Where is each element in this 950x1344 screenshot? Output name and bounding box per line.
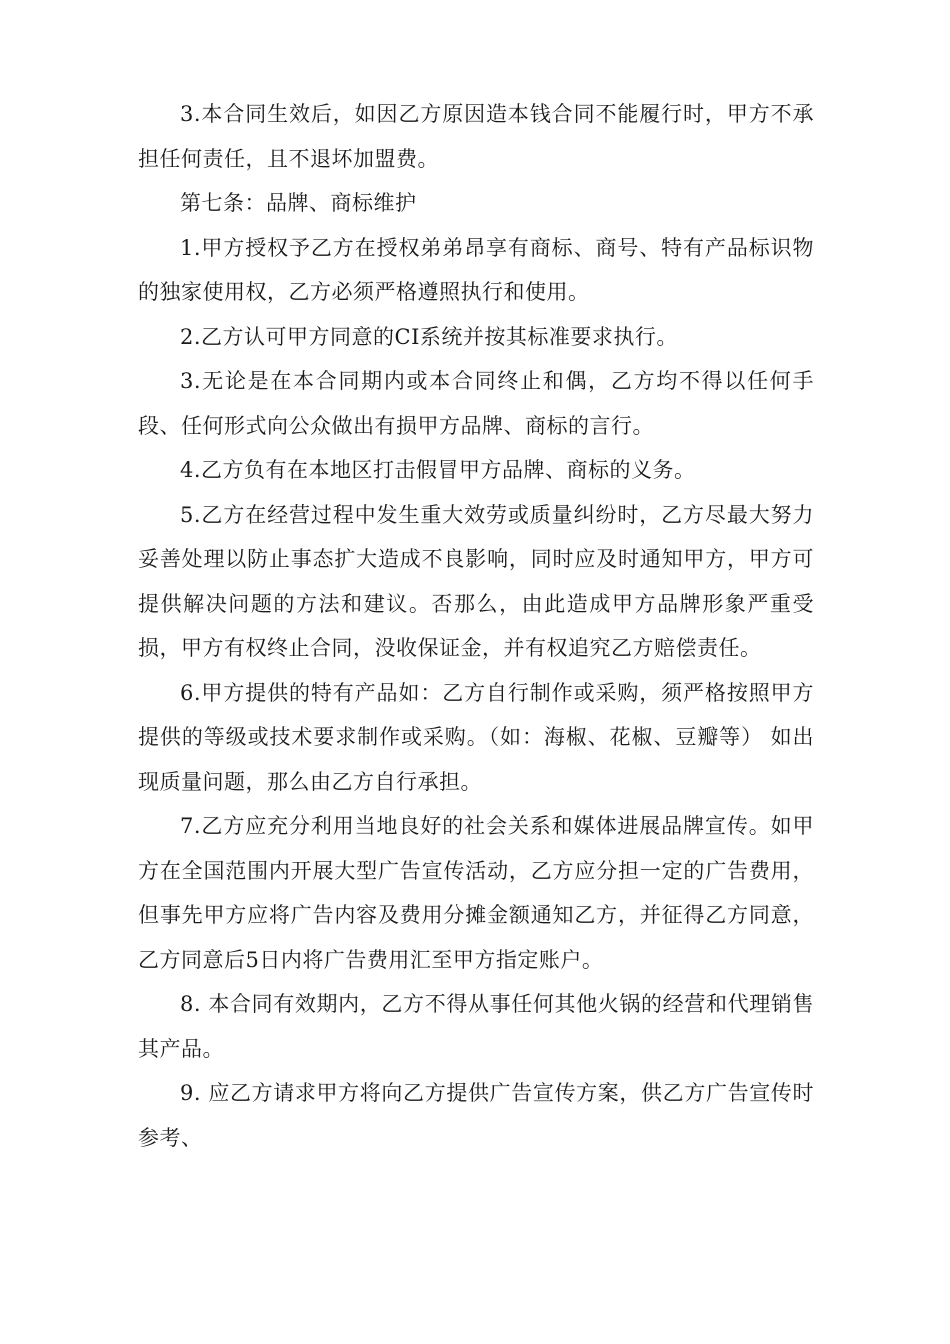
paragraph-3: 2.乙方认可甲方同意的CI系统并按其标准要求执行。: [180, 324, 678, 349]
paragraph-1: 3.本合同生效后，如因乙方原因造本钱合同不能履行时，甲方不承担任何责任，且不退坏加盟费。: [138, 102, 814, 171]
paragraph-10: 9. 应乙方请求甲方将向乙方提供广告宣传方案，供乙方广告宣传时参考、: [138, 1081, 814, 1150]
paragraph-8: 7.乙方应充分利用当地良好的社会关系和媒体进展品牌宣传。如甲方在全国范围内开展大型广告宣传活动，乙方应分担一定的广告费用，但事先甲方应将广告内容及费用分摊金额通知乙方，并征得乙方同意，乙方同意后5日内将广告费用汇至甲方指定账户。: [138, 814, 814, 972]
paragraph-7: 6.甲方提供的特有产品如：乙方自行制作或采购，须严格按照甲方提供的等级或技术要求制作或采购。（如：海椒、花椒、豆瓣等） 如出现质量问题，那么由乙方自行承担。: [138, 680, 814, 794]
paragraph-2: 1.甲方授权予乙方在授权弟弟昂享有商标、商号、特有产品标识物的独家使用权，乙方必须严格遵照执行和使用。: [138, 235, 814, 304]
paragraph-9: 8. 本合同有效期内，乙方不得从事任何其他火锅的经营和代理销售其产品。: [138, 992, 814, 1061]
section-heading-article-7: 第七条：品牌、商标维护: [180, 191, 417, 215]
paragraph-4: 3.无论是在本合同期内或本合同终止和偶，乙方均不得以任何手段、任何形式向公众做出有损甲方品牌、商标的言行。: [138, 369, 814, 438]
paragraph-6: 5.乙方在经营过程中发生重大效劳或质量纠纷时，乙方尽最大努力妥善处理以防止事态扩大造成不良影响，同时应及时通知甲方，甲方可提供解决问题的方法和建议。否那么，由此造成甲方品牌形象严重受损，甲方有权终止合同，没收保证金，并有权追究乙方赔偿责任。: [138, 502, 814, 660]
paragraph-5: 4.乙方负有在本地区打击假冒甲方品牌、商标的义务。: [180, 458, 696, 482]
document-page: [138, 92, 814, 1160]
